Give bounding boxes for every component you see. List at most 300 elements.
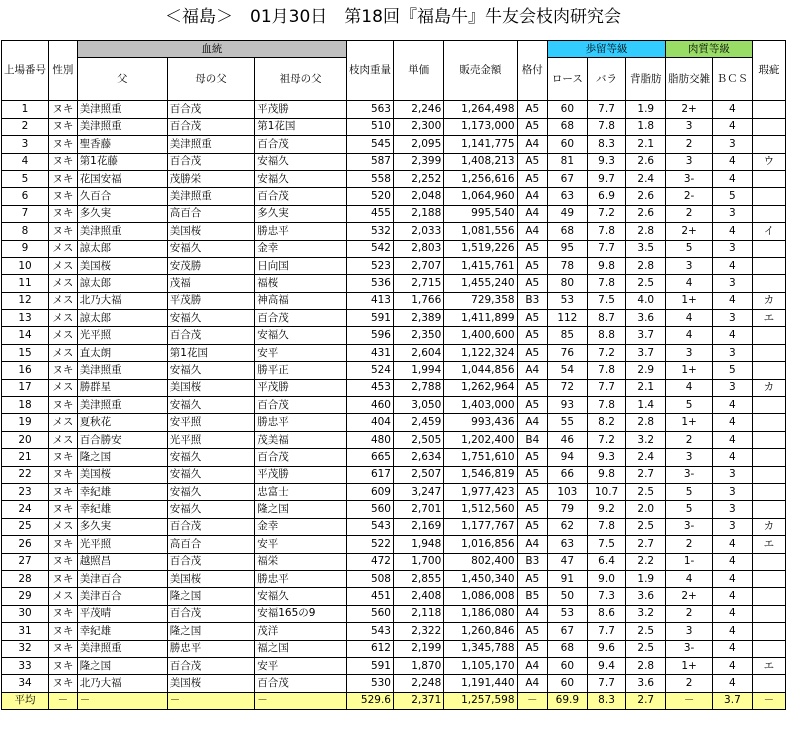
cell-rib: 7.7 xyxy=(587,623,626,640)
cell-unit-price: 2,350 xyxy=(393,327,443,344)
cell-lot-number: 22 xyxy=(2,466,49,483)
cell-unit-price: 2,246 xyxy=(393,101,443,118)
cell-dam-sire: 隆之国 xyxy=(167,588,254,605)
cell-grand-dam-sire: 平茂勝 xyxy=(255,101,347,118)
carcass-results-table xyxy=(1,40,786,710)
cell-bcs: 4 xyxy=(713,327,753,344)
cell-marbling: 2- xyxy=(666,188,713,205)
cell-grade: A4 xyxy=(517,362,547,379)
cell-rib-eye: 68 xyxy=(548,223,588,240)
header-back-fat: 背脂肪 xyxy=(626,58,666,101)
cell-carcass-weight: 536 xyxy=(346,275,393,292)
table-row xyxy=(2,553,786,570)
cell-grand-dam-sire: 平茂勝 xyxy=(255,466,347,483)
cell-sex: メス xyxy=(49,588,78,605)
cell-defect: エ xyxy=(752,310,785,327)
header-lot-number: 上場番号 xyxy=(2,41,49,101)
cell-grand-dam-sire: 百合茂 xyxy=(255,397,347,414)
cell-sex: ヌキ xyxy=(49,362,78,379)
cell-carcass-weight: 532 xyxy=(346,223,393,240)
cell-unit-price: 2,169 xyxy=(393,518,443,535)
table-row xyxy=(2,136,786,153)
cell-bcs: 4 xyxy=(713,570,753,587)
cell-back-fat: 2.7 xyxy=(626,466,666,483)
cell-sire: 美津照重 xyxy=(77,118,167,135)
cell-dam-sire: 安福久 xyxy=(167,466,254,483)
cell-grade: A5 xyxy=(517,501,547,518)
cell-grand-dam-sire: 安福久 xyxy=(255,588,347,605)
cell-defect xyxy=(752,327,785,344)
cell-sex: ヌキ xyxy=(49,205,78,222)
cell-back-fat: 1.4 xyxy=(626,397,666,414)
cell-grade: A4 xyxy=(517,657,547,674)
cell-lot-number: 11 xyxy=(2,275,49,292)
cell-sales-amount: 1,173,000 xyxy=(444,118,517,135)
cell-carcass-weight: 591 xyxy=(346,657,393,674)
cell-grade: A5 xyxy=(517,397,547,414)
cell-back-fat: 3.7 xyxy=(626,344,666,361)
cell-carcass-weight: 472 xyxy=(346,553,393,570)
header-unit-price: 単価 xyxy=(393,41,443,101)
cell-back-fat: 3.6 xyxy=(626,675,666,692)
cell-dam-sire: 美国桜 xyxy=(167,379,254,396)
table-row xyxy=(2,588,786,605)
average-back-fat: 2.7 xyxy=(626,692,666,709)
cell-carcass-weight: 545 xyxy=(346,136,393,153)
cell-sex: ヌキ xyxy=(49,623,78,640)
cell-lot-number: 24 xyxy=(2,501,49,518)
average-sire: － xyxy=(77,692,167,709)
cell-back-fat: 1.8 xyxy=(626,118,666,135)
cell-back-fat: 2.5 xyxy=(626,518,666,535)
cell-sales-amount: 1,546,819 xyxy=(444,466,517,483)
average-grade: － xyxy=(517,692,547,709)
cell-back-fat: 1.9 xyxy=(626,570,666,587)
cell-dam-sire: 安福久 xyxy=(167,240,254,257)
cell-bcs: 4 xyxy=(713,223,753,240)
average-unit-price: 2,371 xyxy=(393,692,443,709)
cell-dam-sire: 安平照 xyxy=(167,414,254,431)
cell-grand-dam-sire: 第1花国 xyxy=(255,118,347,135)
cell-back-fat: 3.6 xyxy=(626,588,666,605)
cell-lot-number: 31 xyxy=(2,623,49,640)
cell-rib-eye: 47 xyxy=(548,553,588,570)
cell-carcass-weight: 665 xyxy=(346,449,393,466)
cell-unit-price: 2,389 xyxy=(393,310,443,327)
cell-rib-eye: 94 xyxy=(548,449,588,466)
cell-dam-sire: 百合茂 xyxy=(167,118,254,135)
average-lot-number: 平均 xyxy=(2,692,49,709)
cell-rib: 9.2 xyxy=(587,501,626,518)
cell-sire: 夏秋花 xyxy=(77,414,167,431)
table-row xyxy=(2,118,786,135)
cell-defect xyxy=(752,205,785,222)
cell-grade: A5 xyxy=(517,327,547,344)
table-row xyxy=(2,657,786,674)
cell-lot-number: 18 xyxy=(2,397,49,414)
cell-lot-number: 1 xyxy=(2,101,49,118)
cell-defect: カ xyxy=(752,292,785,309)
cell-sex: ヌキ xyxy=(49,153,78,170)
cell-rib-eye: 53 xyxy=(548,605,588,622)
cell-back-fat: 2.5 xyxy=(626,623,666,640)
cell-rib: 9.6 xyxy=(587,640,626,657)
header-group-yield: 歩留等級 xyxy=(548,41,666,58)
cell-bcs: 3 xyxy=(713,518,753,535)
cell-dam-sire: 美津照重 xyxy=(167,136,254,153)
cell-sales-amount: 1,186,080 xyxy=(444,605,517,622)
cell-bcs: 4 xyxy=(713,449,753,466)
cell-rib: 10.7 xyxy=(587,483,626,500)
cell-grand-dam-sire: 安福久 xyxy=(255,327,347,344)
average-grand-dam-sire: － xyxy=(255,692,347,709)
cell-marbling: 3 xyxy=(666,153,713,170)
average-carcass-weight: 529.6 xyxy=(346,692,393,709)
cell-rib-eye: 95 xyxy=(548,240,588,257)
cell-rib-eye: 66 xyxy=(548,466,588,483)
cell-rib: 7.8 xyxy=(587,223,626,240)
cell-sex: ヌキ xyxy=(49,536,78,553)
cell-sire: 第1花藤 xyxy=(77,153,167,170)
cell-sire: 勝群星 xyxy=(77,379,167,396)
cell-defect xyxy=(752,553,785,570)
cell-grade: A5 xyxy=(517,623,547,640)
cell-lot-number: 28 xyxy=(2,570,49,587)
header-grand-dam-sire: 祖母の父 xyxy=(255,58,347,101)
cell-carcass-weight: 543 xyxy=(346,623,393,640)
cell-rib-eye: 72 xyxy=(548,379,588,396)
table-row xyxy=(2,623,786,640)
cell-grand-dam-sire: 百合茂 xyxy=(255,310,347,327)
cell-unit-price: 2,252 xyxy=(393,170,443,187)
cell-carcass-weight: 523 xyxy=(346,257,393,274)
cell-rib: 9.3 xyxy=(587,153,626,170)
cell-sales-amount: 1,264,498 xyxy=(444,101,517,118)
cell-rib: 7.7 xyxy=(587,379,626,396)
cell-sex: メス xyxy=(49,240,78,257)
cell-rib-eye: 91 xyxy=(548,570,588,587)
cell-grade: A4 xyxy=(517,605,547,622)
cell-sex: ヌキ xyxy=(49,553,78,570)
cell-carcass-weight: 609 xyxy=(346,483,393,500)
cell-sex: ヌキ xyxy=(49,605,78,622)
cell-dam-sire: 茂勝栄 xyxy=(167,170,254,187)
cell-defect xyxy=(752,623,785,640)
cell-back-fat: 3.6 xyxy=(626,310,666,327)
cell-bcs: 4 xyxy=(713,153,753,170)
cell-sire: 幸紀雄 xyxy=(77,483,167,500)
average-bcs: 3.7 xyxy=(713,692,753,709)
cell-bcs: 3 xyxy=(713,275,753,292)
cell-sire: 幸紀雄 xyxy=(77,623,167,640)
cell-lot-number: 6 xyxy=(2,188,49,205)
cell-sire: 花国安福 xyxy=(77,170,167,187)
cell-bcs: 3 xyxy=(713,501,753,518)
cell-rib-eye: 60 xyxy=(548,136,588,153)
cell-carcass-weight: 431 xyxy=(346,344,393,361)
cell-unit-price: 2,855 xyxy=(393,570,443,587)
cell-dam-sire: 安福久 xyxy=(167,362,254,379)
cell-grand-dam-sire: 安福165の9 xyxy=(255,605,347,622)
cell-sex: ヌキ xyxy=(49,188,78,205)
cell-rib-eye: 68 xyxy=(548,640,588,657)
cell-sire: 美津照重 xyxy=(77,362,167,379)
cell-back-fat: 2.4 xyxy=(626,449,666,466)
cell-sire: 聖香藤 xyxy=(77,136,167,153)
cell-sex: メス xyxy=(49,431,78,448)
cell-sales-amount: 1,081,556 xyxy=(444,223,517,240)
average-marbling: － xyxy=(666,692,713,709)
cell-lot-number: 3 xyxy=(2,136,49,153)
cell-marbling: 3 xyxy=(666,118,713,135)
cell-sales-amount: 1,512,560 xyxy=(444,501,517,518)
table-row xyxy=(2,223,786,240)
cell-grand-dam-sire: 百合茂 xyxy=(255,136,347,153)
cell-unit-price: 2,399 xyxy=(393,153,443,170)
cell-rib: 9.7 xyxy=(587,170,626,187)
cell-sex: ヌキ xyxy=(49,397,78,414)
table-row xyxy=(2,275,786,292)
cell-lot-number: 15 xyxy=(2,344,49,361)
cell-grade: A5 xyxy=(517,483,547,500)
table-row xyxy=(2,292,786,309)
header-bcs: ＢＣＳ xyxy=(713,58,753,101)
cell-rib: 7.2 xyxy=(587,344,626,361)
cell-bcs: 4 xyxy=(713,118,753,135)
cell-rib-eye: 50 xyxy=(548,588,588,605)
cell-carcass-weight: 542 xyxy=(346,240,393,257)
cell-carcass-weight: 596 xyxy=(346,327,393,344)
cell-rib-eye: 55 xyxy=(548,414,588,431)
cell-sex: メス xyxy=(49,257,78,274)
cell-rib: 9.8 xyxy=(587,257,626,274)
cell-back-fat: 2.8 xyxy=(626,414,666,431)
cell-sex: メス xyxy=(49,327,78,344)
cell-sex: ヌキ xyxy=(49,466,78,483)
cell-sire: 美津百合 xyxy=(77,570,167,587)
cell-rib: 7.8 xyxy=(587,275,626,292)
cell-rib-eye: 46 xyxy=(548,431,588,448)
cell-back-fat: 2.7 xyxy=(626,536,666,553)
cell-grade: A4 xyxy=(517,205,547,222)
cell-dam-sire: 勝忠平 xyxy=(167,640,254,657)
cell-sire: 越照昌 xyxy=(77,553,167,570)
cell-lot-number: 32 xyxy=(2,640,49,657)
cell-defect: ウ xyxy=(752,153,785,170)
cell-sex: ヌキ xyxy=(49,657,78,674)
cell-rib-eye: 60 xyxy=(548,101,588,118)
cell-unit-price: 2,788 xyxy=(393,379,443,396)
cell-rib: 9.3 xyxy=(587,449,626,466)
cell-sales-amount: 1,455,240 xyxy=(444,275,517,292)
cell-back-fat: 2.1 xyxy=(626,379,666,396)
cell-bcs: 3 xyxy=(713,344,753,361)
cell-grade: B4 xyxy=(517,431,547,448)
table-row xyxy=(2,205,786,222)
cell-sex: ヌキ xyxy=(49,170,78,187)
average-sex: － xyxy=(49,692,78,709)
cell-unit-price: 2,507 xyxy=(393,466,443,483)
cell-marbling: 1- xyxy=(666,553,713,570)
cell-defect: カ xyxy=(752,518,785,535)
cell-sales-amount: 1,122,324 xyxy=(444,344,517,361)
cell-carcass-weight: 560 xyxy=(346,501,393,518)
cell-grand-dam-sire: 勝忠平 xyxy=(255,414,347,431)
cell-lot-number: 34 xyxy=(2,675,49,692)
cell-sales-amount: 1,262,964 xyxy=(444,379,517,396)
cell-grand-dam-sire: 安平 xyxy=(255,657,347,674)
table-row xyxy=(2,327,786,344)
cell-marbling: 4 xyxy=(666,275,713,292)
table-row xyxy=(2,101,786,118)
cell-lot-number: 9 xyxy=(2,240,49,257)
cell-lot-number: 14 xyxy=(2,327,49,344)
cell-sex: ヌキ xyxy=(49,101,78,118)
cell-dam-sire: 百合茂 xyxy=(167,553,254,570)
cell-grade: A4 xyxy=(517,223,547,240)
cell-grand-dam-sire: 忠富士 xyxy=(255,483,347,500)
cell-carcass-weight: 522 xyxy=(346,536,393,553)
cell-rib-eye: 60 xyxy=(548,657,588,674)
cell-rib: 7.8 xyxy=(587,362,626,379)
cell-marbling: 3 xyxy=(666,344,713,361)
cell-defect xyxy=(752,449,785,466)
cell-sex: メス xyxy=(49,275,78,292)
cell-back-fat: 2.9 xyxy=(626,362,666,379)
cell-sales-amount: 802,400 xyxy=(444,553,517,570)
cell-rib-eye: 78 xyxy=(548,257,588,274)
header-defect: 瑕疵 xyxy=(752,41,785,101)
cell-dam-sire: 百合茂 xyxy=(167,657,254,674)
cell-sex: ヌキ xyxy=(49,501,78,518)
cell-sire: 北乃大福 xyxy=(77,292,167,309)
cell-carcass-weight: 460 xyxy=(346,397,393,414)
cell-sire: 多久実 xyxy=(77,518,167,535)
cell-grand-dam-sire: 勝忠平 xyxy=(255,570,347,587)
cell-grade: A5 xyxy=(517,257,547,274)
cell-defect xyxy=(752,466,785,483)
header-rib: バラ xyxy=(587,58,626,101)
cell-grand-dam-sire: 百合茂 xyxy=(255,449,347,466)
cell-defect xyxy=(752,640,785,657)
cell-unit-price: 1,870 xyxy=(393,657,443,674)
cell-back-fat: 2.1 xyxy=(626,136,666,153)
cell-sire: 諒太郎 xyxy=(77,275,167,292)
cell-rib: 7.5 xyxy=(587,292,626,309)
cell-rib-eye: 80 xyxy=(548,275,588,292)
cell-grade: A4 xyxy=(517,188,547,205)
cell-bcs: 4 xyxy=(713,640,753,657)
cell-rib-eye: 67 xyxy=(548,623,588,640)
header-dam-sire: 母の父 xyxy=(167,58,254,101)
cell-dam-sire: 美国桜 xyxy=(167,675,254,692)
cell-grand-dam-sire: 隆之国 xyxy=(255,501,347,518)
cell-grand-dam-sire: 安福久 xyxy=(255,153,347,170)
cell-bcs: 4 xyxy=(713,101,753,118)
cell-unit-price: 1,994 xyxy=(393,362,443,379)
cell-defect xyxy=(752,275,785,292)
header-group-meat: 肉質等級 xyxy=(666,41,753,58)
cell-defect xyxy=(752,675,785,692)
cell-dam-sire: 美国桜 xyxy=(167,223,254,240)
cell-grade: A5 xyxy=(517,379,547,396)
cell-sire: 直太朗 xyxy=(77,344,167,361)
cell-marbling: 2+ xyxy=(666,588,713,605)
cell-marbling: 1+ xyxy=(666,362,713,379)
cell-bcs: 5 xyxy=(713,188,753,205)
cell-bcs: 3 xyxy=(713,136,753,153)
cell-rib: 7.5 xyxy=(587,536,626,553)
cell-defect xyxy=(752,397,785,414)
cell-sales-amount: 1,450,340 xyxy=(444,570,517,587)
cell-bcs: 3 xyxy=(713,205,753,222)
cell-dam-sire: 安福久 xyxy=(167,397,254,414)
cell-grade: A5 xyxy=(517,310,547,327)
cell-carcass-weight: 520 xyxy=(346,188,393,205)
cell-defect xyxy=(752,118,785,135)
cell-dam-sire: 百合茂 xyxy=(167,327,254,344)
cell-carcass-weight: 524 xyxy=(346,362,393,379)
cell-rib-eye: 49 xyxy=(548,205,588,222)
cell-unit-price: 1,766 xyxy=(393,292,443,309)
cell-unit-price: 2,118 xyxy=(393,605,443,622)
cell-carcass-weight: 451 xyxy=(346,588,393,605)
cell-sex: メス xyxy=(49,310,78,327)
cell-marbling: 5 xyxy=(666,240,713,257)
cell-lot-number: 27 xyxy=(2,553,49,570)
cell-lot-number: 33 xyxy=(2,657,49,674)
average-sales-amount: 1,257,598 xyxy=(444,692,517,709)
cell-back-fat: 2.0 xyxy=(626,501,666,518)
cell-grand-dam-sire: 金幸 xyxy=(255,518,347,535)
header-sales-amount: 販売金額 xyxy=(444,41,517,101)
cell-bcs: 4 xyxy=(713,588,753,605)
header-carcass-weight: 枝肉重量 xyxy=(346,41,393,101)
cell-sales-amount: 1,105,170 xyxy=(444,657,517,674)
cell-bcs: 4 xyxy=(713,605,753,622)
cell-sire: 美津照重 xyxy=(77,101,167,118)
table-row xyxy=(2,675,786,692)
cell-unit-price: 1,700 xyxy=(393,553,443,570)
table-row xyxy=(2,518,786,535)
cell-carcass-weight: 510 xyxy=(346,118,393,135)
cell-bcs: 4 xyxy=(713,292,753,309)
cell-grand-dam-sire: 日向国 xyxy=(255,257,347,274)
header-group-bloodline: 血統 xyxy=(77,41,346,58)
cell-grand-dam-sire: 福桜 xyxy=(255,275,347,292)
cell-sex: ヌキ xyxy=(49,640,78,657)
cell-back-fat: 2.6 xyxy=(626,205,666,222)
cell-defect xyxy=(752,136,785,153)
cell-sire: 隆之国 xyxy=(77,449,167,466)
cell-bcs: 3 xyxy=(713,466,753,483)
cell-rib: 7.8 xyxy=(587,397,626,414)
cell-grand-dam-sire: 多久実 xyxy=(255,205,347,222)
cell-sales-amount: 1,751,610 xyxy=(444,449,517,466)
cell-defect xyxy=(752,483,785,500)
cell-rib-eye: 112 xyxy=(548,310,588,327)
cell-unit-price: 2,803 xyxy=(393,240,443,257)
cell-sire: 光平照 xyxy=(77,327,167,344)
cell-rib: 7.8 xyxy=(587,118,626,135)
cell-lot-number: 5 xyxy=(2,170,49,187)
cell-unit-price: 3,247 xyxy=(393,483,443,500)
cell-rib-eye: 63 xyxy=(548,188,588,205)
cell-sex: メス xyxy=(49,379,78,396)
page-title: ＜福島＞ 01月30日 第18回『福島牛』牛友会枝肉研究会 xyxy=(165,7,621,27)
cell-bcs: 4 xyxy=(713,623,753,640)
cell-carcass-weight: 530 xyxy=(346,675,393,692)
